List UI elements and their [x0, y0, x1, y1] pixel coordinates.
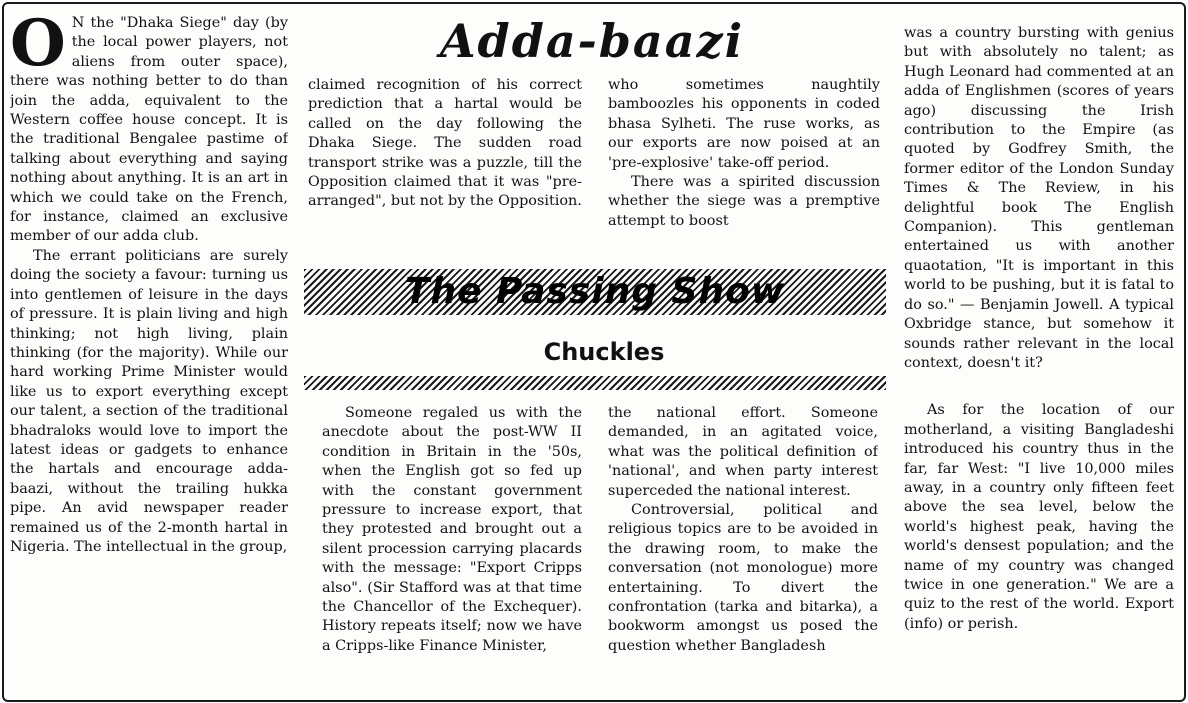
paragraph: was a country bursting with genius but with absolutely no talent; as Hugh Leonard had commented at an adda of Englishmen (scores of years ago) discussing the Irish contribution to the Empire (as quoted by Godfrey Smith, the former editor of the London Sunday Times & The Review, in his delightful book The English Companion). This gentleman entertained us with another quaotation, "It is important in this world to be pushing, but it is fatal to do so." — Benjamin Jowell. A typical Oxbridge stance, but somehow it sounds rather relevant in the local context, doesn't it? [904, 25, 1174, 371]
paragraph: Someone regaled us with the anecdote about the post-WW II condition in Britain in the '50s, when the English got so fed up with the constant government pressure to increase export, that they protested and brought out a silent procession carrying placards with the message: "Export Cripps also". (Sir Stafford was at that time the Chancellor of the Exchequer). History repeats itself; now we have a Cripps-like Finance Minister, [322, 405, 582, 654]
hatched-divider [304, 376, 886, 390]
article-column-5 [322, 404, 582, 696]
article-column-3 [608, 76, 880, 256]
article-column-2 [308, 76, 582, 256]
paragraph: There was a spirited discussion whether the siege was a premptive attempt to boost [608, 174, 880, 229]
paragraph [10, 14, 288, 247]
paragraph: the national effort. Someone demanded, in an agitated voice, what was the political definition of 'national', and when party interest superceded the national interest. [608, 405, 878, 499]
section-title: The Passing Show [404, 271, 786, 312]
newspaper-clipping [2, 2, 1186, 702]
column-title: Adda-baazi [439, 14, 745, 68]
drop-cap: O [10, 14, 66, 81]
article-column-4 [904, 24, 1174, 700]
paragraph: Controversial, political and religious topics are to be avoided in the drawing room, to make the conversation (not monologue) more entertaining. To divert the confrontation (tarka and bitarka), a bookworm amongst us posed the question whether Bangladesh [608, 502, 878, 654]
paragraph: As for the location of our motherland, a visiting Bangladeshi introduced his country thus in the far, far West: "I live 10,000 miles away, in a country only fifteen feet above the sea level, below the world's highest peak, having the world's densest population; and the name of my country was changed twice in one generation." We are a quiz to the rest of the world. Export (info) or perish. [904, 402, 1174, 632]
paragraph: claimed recognition of his correct prediction that a hartal would be called on the day following the Dhaka Siege. The sudden road transport strike was a puzzle, till the Opposition claimed that it was "pre-arranged", but not by the Opposition. [308, 77, 582, 210]
article-column-6 [608, 404, 878, 696]
article-column-1 [10, 14, 288, 698]
paragraph: who sometimes naughtily bamboozles his opponents in coded bhasa Sylheti. The ruse works, as our exports are now poised at an 'pre-explosive' take-off period. [608, 77, 880, 171]
section-subtitle: Chuckles [543, 338, 665, 366]
paragraph-text: N the "Dhaka Siege" day (by the local power players, not aliens from outer space), there was nothing better to do than join the adda, equivalent to the Western coffee house concept. It is the traditional Bengalee pastime of talking about everything and saying nothing about anything. It is an art in which we could take on the French, for instance, claimed an exclusive member of our adda club. [10, 15, 288, 245]
paragraph: The errant politicians are surely doing the society a favour: turning us into gentlemen of leisure in the days of pressure. It is plain living and high thinking; not high living, plain thinking (for the majority). While our hard working Prime Minister would like us to export everything except our talent, a section of the traditional bhadraloks would love to import the latest ideas or gadgets to enhance the hartals and encourage adda-baazi, without the trailing hukka pipe. An avid newspaper reader remained us of the 2-month hartal in Nigeria. The intellectual in the group, [10, 247, 288, 555]
